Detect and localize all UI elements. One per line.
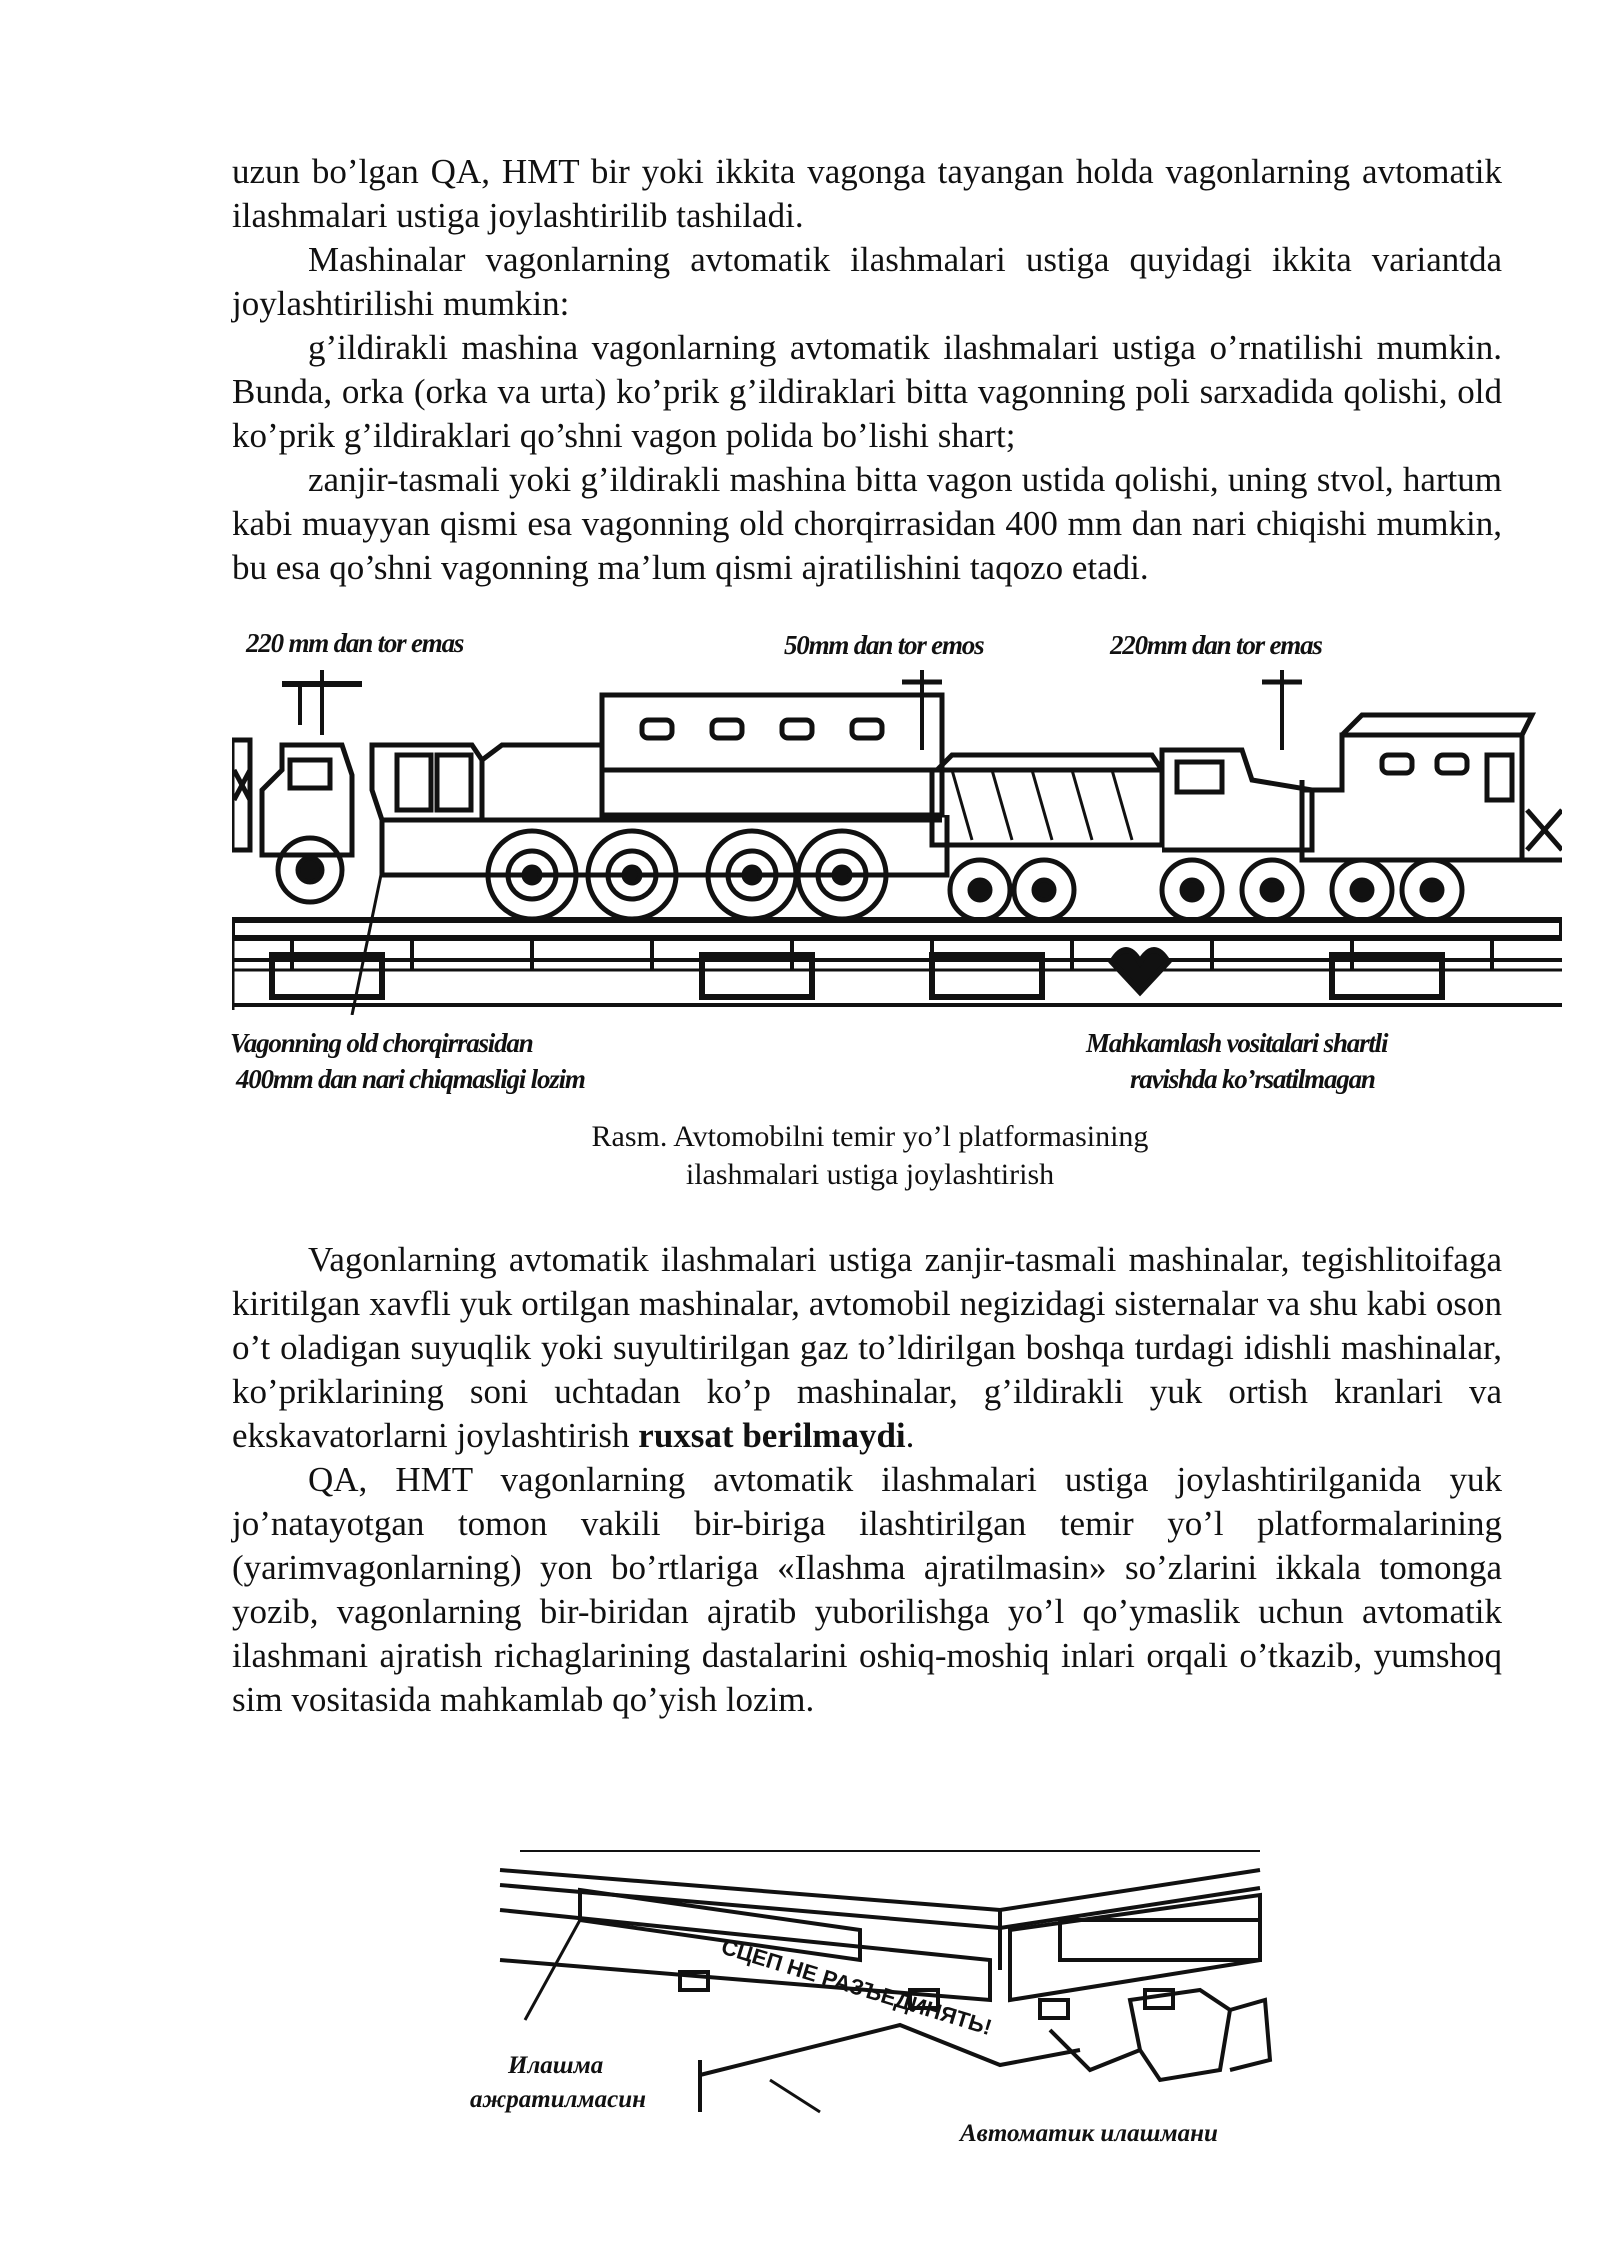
fig2-label-right: Автоматик илашмани (960, 2120, 1218, 2147)
fig1-label-bottom-left-line1: Vagonning old chorqirrasidan (230, 1028, 533, 1058)
fig1-label-bottom-left-line2: 400mm dan nari chiqmasligi lozim (236, 1064, 585, 1094)
paragraph-3: g’ildirakli mashina vagonlarning avtomatik ilashmalari ustiga o’rnatilishi mumkin. Bunda, orka (orka va urta) ko’prik g’ildiraklari bitta vagonning poli sarxadida qolishi, old ko’prik g’ildiraklari qo’shni vagon polida bo’lishi shart; (232, 328, 1502, 455)
fig1-label-bottom-right-line2: ravishda ko’rsatilmagan (1130, 1064, 1375, 1094)
paragraph-5-end: . (905, 1416, 915, 1455)
paragraph-4: zanjir-tasmali yoki g’ildirakli mashina bitta vagon ustida qolishi, uning stvol, hartum kabi muayyan qismi esa vagonning old chorqirrasidan 400 mm dan nari chiqishi mumkin, bu esa qo’shni vagonning ma’lum qismi ajratilishini taqozo etadi. (232, 460, 1502, 587)
figure1-caption-line2: ilashmalari ustiga joylashtirish (685, 1158, 1055, 1191)
paragraph-2: Mashinalar vagonlarning avtomatik ilashmalari ustiga quyidagi ikkita variantda joylashtirilishi mumkin: (232, 240, 1502, 323)
fig1-label-top-right: 220mm dan tor emas (1110, 630, 1322, 660)
fig1-label-top-mid: 50mm dan tor emos (784, 630, 984, 660)
paragraph-5 (232, 1238, 1502, 1458)
fig1-label-bottom-right-line1: Mahkamlash vositalari shartli (1086, 1028, 1388, 1058)
vehicles-on-railway-platform-figure (232, 670, 1562, 1015)
coupler-sign-text: СЦЕП НЕ РАЗЪЕДИНЯТЬ! (718, 1933, 995, 2041)
fig2-label-left-line1: Илашма (508, 2052, 604, 2079)
paragraph-5-text: Vagonlarning avtomatik ilashmalari ustiga zanjir-tasmali mashinalar, tegishlitoifaga kiritilgan xavfli yuk ortilgan mashinalar, avtomobil negizidagi sisternalar va shu kabi oson o’t oladigan suyuqlik yoki suyultirilgan gaz to’ldirilgan boshqa turdagi idishli mashinalar, ko’priklarining soni uchtadan ko’p mashinalar, g’ildirakli yuk ortish kranlari va ekskavatorlarni joylashtirish (232, 1240, 1502, 1455)
paragraph-1: uzun bo’lgan QA, HMT bir yoki ikkita vagonga tayangan holda vagonlarning avtomatik ilashmalari ustiga joylashtirilib tashiladi. (232, 152, 1502, 235)
fig1-label-top-left: 220 mm dan tor emas (246, 628, 464, 658)
figure1-caption-line1: Rasm. Avtomobilni temir yo’l platformasining (591, 1120, 1149, 1153)
paragraph-6: QA, HMT vagonlarning avtomatik ilashmalari ustiga joylashtirilganida yuk jo’natayotgan tomon vakili bir-biriga ilashtirilgan temir yo’l platformalarining (yarimvagonlarning) yon bo’rtlariga «Ilashma ajratilmasin» so’zlarini ikkala tomonga yozib, vagonlarning bir-biridan ajratib yuborilishga yo’l qo’ymaslik uchun avtomatik ilashmani ajratish richaglarining dastalarini oshiq-moshiq inlari orqali o’tkazib, yumshoq sim vositasida mahkamlab qo’yish lozim. (232, 1460, 1502, 1719)
figure1-caption (440, 1118, 1300, 1194)
fig2-label-left-line2: ажратилмасин (470, 2086, 646, 2113)
paragraph-5-bold: ruxsat berilmaydi (638, 1416, 906, 1455)
